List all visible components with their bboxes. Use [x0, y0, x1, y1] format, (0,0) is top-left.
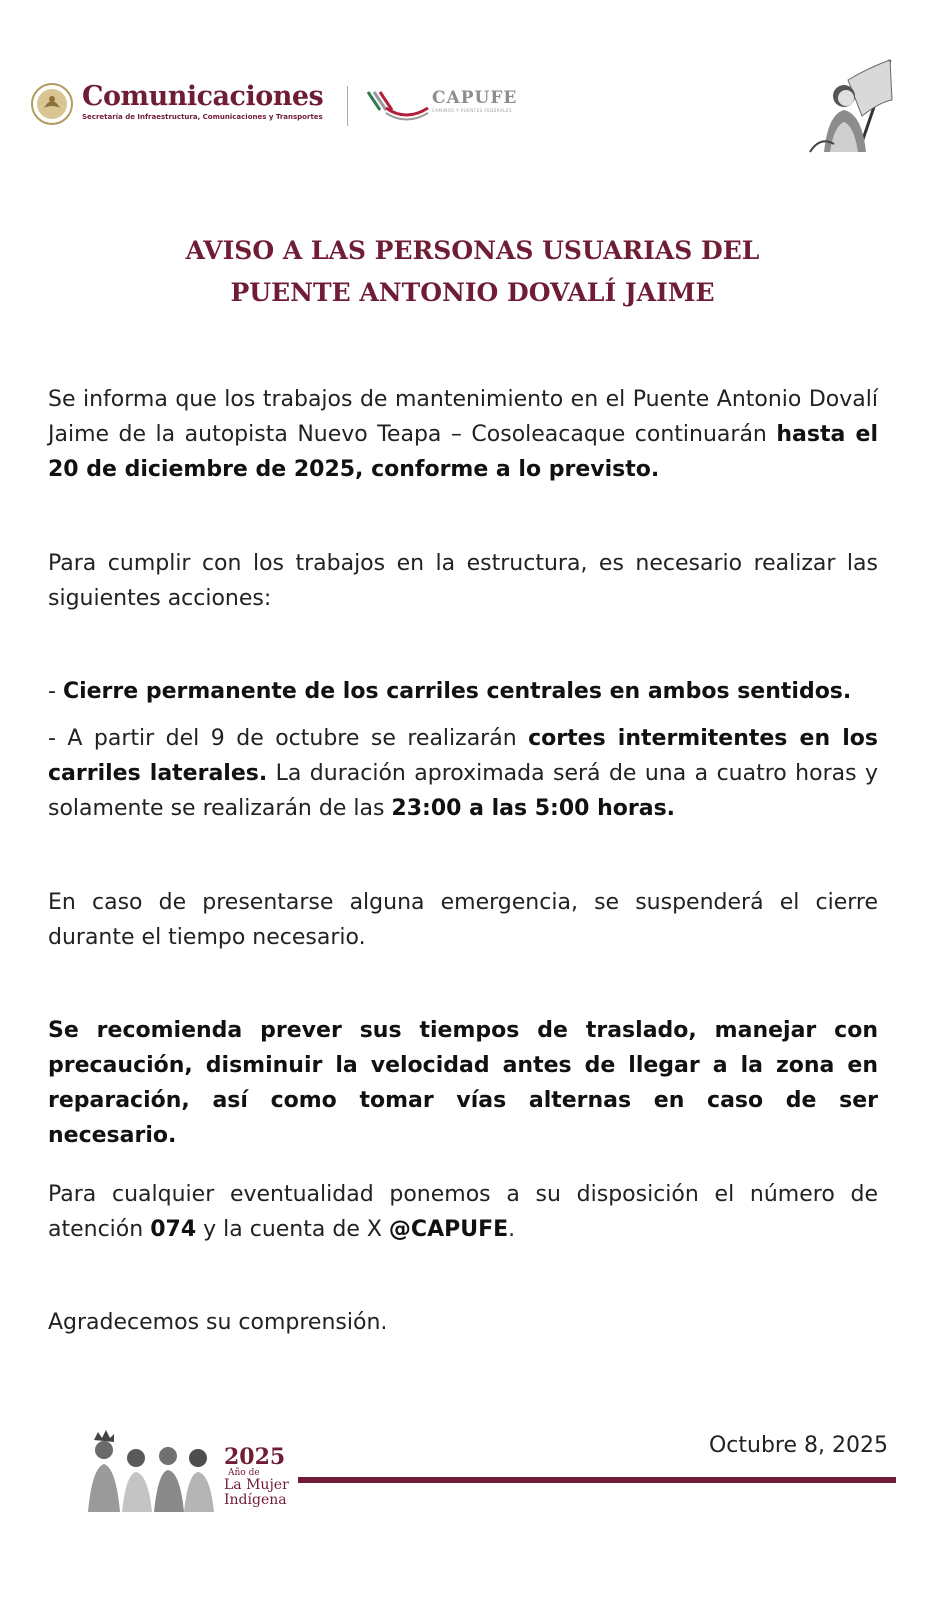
maintenance-end-date: hasta el 20 de diciembre de 2025, conforme a lo previsto.: [48, 422, 878, 482]
contact-text-2: y la cuenta de X: [196, 1217, 389, 1242]
national-seal-icon: [30, 82, 74, 126]
heroine-flag-illustration: [800, 56, 900, 156]
maintenance-text: Se informa que los trabajos de mantenimiento en el Puente Antonio Dovalí Jaime de la autopista Nuevo Teapa – Cosoleacaque continuarán: [48, 387, 878, 447]
indigenous-women-illustration: [80, 1428, 220, 1512]
capufe-name: CAPUFE: [432, 88, 518, 108]
contact-text-1: Para cualquier eventualidad ponemos a su disposición el número de atención: [48, 1182, 878, 1242]
notice-title: [0, 230, 945, 314]
year-caption-2: La Mujer: [224, 1477, 289, 1493]
brand-subtitle: Secretaría de Infraestructura, Comunicaciones y Transportes: [82, 113, 323, 121]
intermittent-text-1: - A partir del 9 de octubre se realizarán: [48, 726, 529, 751]
year-caption-1: Año de: [228, 1468, 260, 1478]
header-divider: [347, 86, 348, 126]
paragraph-emergency: En caso de presentarse alguna emergencia, se suspenderá el cierre durante el tiempo necesario.: [48, 890, 878, 950]
year-of-indigenous-woman: [224, 1446, 289, 1508]
capufe-subtitle: CAMINOS Y PUENTES FEDERALES: [432, 108, 513, 113]
brand: [82, 82, 323, 121]
paragraph-thanks: Agradecemos su comprensión.: [48, 1310, 388, 1335]
contact-text-3: .: [508, 1217, 516, 1242]
paragraph-contact: [48, 1177, 878, 1247]
notice-date: Octubre 8, 2025: [708, 1433, 888, 1458]
intermittent-bold-1: cortes intermitentes en los carriles laterales.: [48, 726, 879, 786]
action-item-intermittent: [48, 721, 878, 826]
title-line-1: AVISO A LAS PERSONAS USUARIAS DEL: [185, 236, 760, 265]
contact-x-handle: @CAPUFE: [388, 1217, 509, 1242]
closure-text: Cierre permanente de los carriles centrales en ambos sentidos.: [62, 679, 852, 704]
paragraph-maintenance: [48, 382, 878, 487]
capufe-brand: [432, 88, 517, 113]
contact-phone: 074: [150, 1217, 197, 1242]
intermittent-text-2: La duración aproximada será de una a cuatro horas y solamente se realizarán de las: [48, 761, 879, 821]
action-item-closure: [48, 674, 878, 709]
brand-name: Comunicaciones: [82, 81, 324, 112]
year-caption-3: Indígena: [224, 1492, 287, 1508]
year-number: 2025: [224, 1444, 286, 1470]
intermittent-hours: 23:00 a las 5:00 horas.: [391, 796, 676, 821]
header: [30, 76, 910, 166]
paragraph-recommendation: Se recomienda prever sus tiempos de traslado, manejar con precaución, disminuir la velocidad antes de llegar a la zona en reparación, así como tomar vías alternas en caso de ser necesario.: [48, 1018, 878, 1148]
action-dash: -: [48, 679, 63, 704]
paragraph-actions-intro: Para cumplir con los trabajos en la estructura, es necesario realizar las siguientes acciones:: [48, 551, 878, 611]
capufe-logo-icon: [366, 86, 430, 122]
footer-divider-line: [298, 1477, 896, 1483]
title-line-2: PUENTE ANTONIO DOVALÍ JAIME: [230, 278, 715, 307]
